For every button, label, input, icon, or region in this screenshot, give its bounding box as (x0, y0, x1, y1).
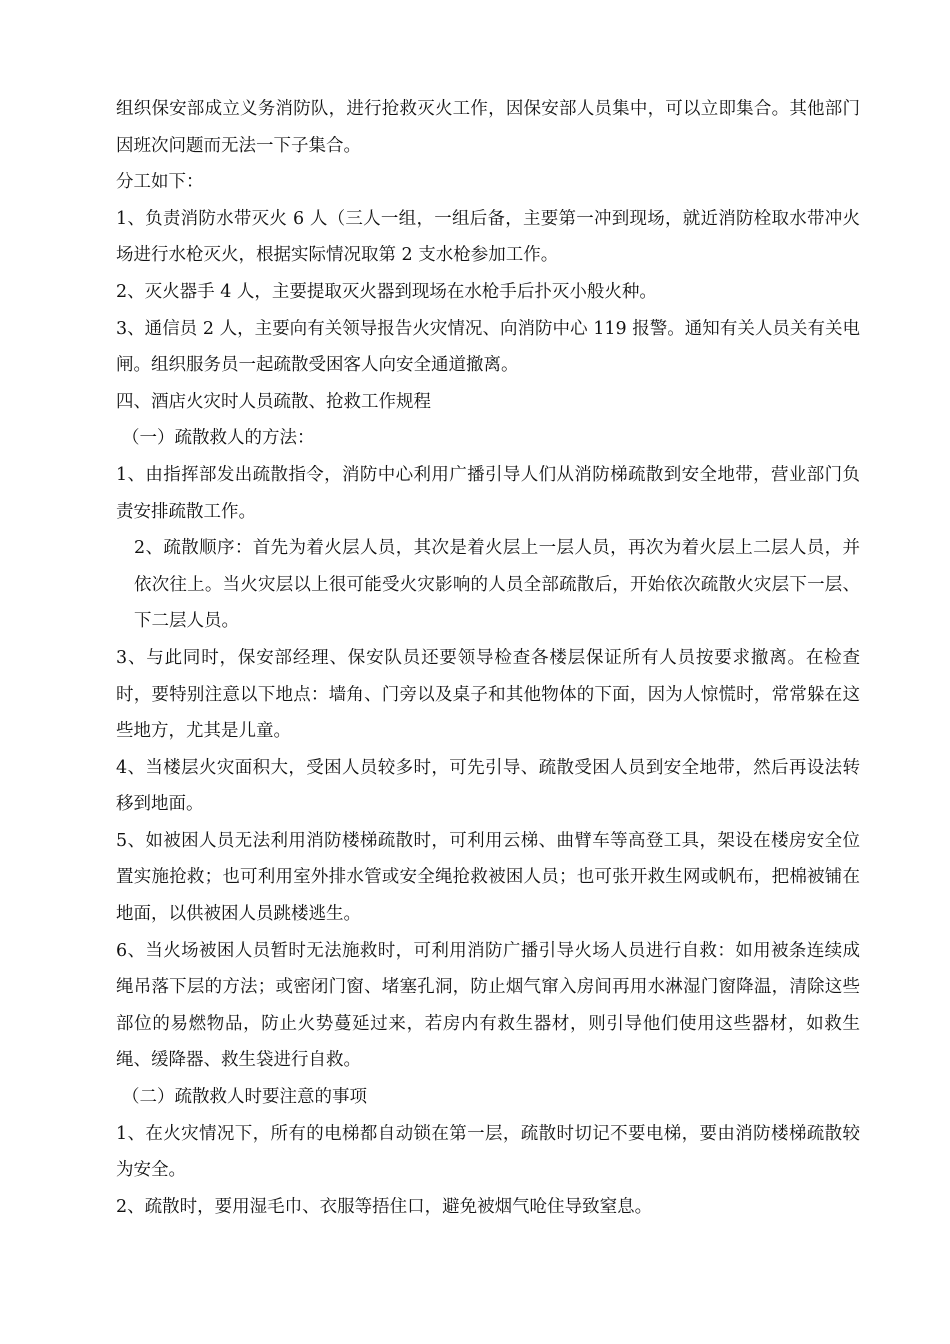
paragraph-large-fire-area: 4、当楼层火灾面积大，受困人员较多时，可先引导、疏散受困人员到安全地带，然后再设法转移到地面。 (116, 757, 860, 815)
paragraph-communicators: 3、通信员 2 人，主要向有关领导报告火灾情况、向消防中心 119 报警。通知有关人员关有关电闸。组织服务员一起疏散受困客人向安全通道撤离。 (116, 318, 860, 376)
paragraph-hose-team: 1、负责消防水带灭火 6 人（三人一组，一组后备，主要第一冲到现场，就近消防栓取水带冲火场进行水枪灭火，根据实际情况取第 2 支水枪参加工作。 (116, 208, 860, 266)
paragraph-elevator-warning: 1、在火灾情况下，所有的电梯都自动锁在第一层，疏散时切记不要电梯，要由消防楼梯疏散较为安全。 (116, 1123, 860, 1181)
section-heading-evacuation: 四、酒店火灾时人员疏散、抢救工作规程 (116, 391, 431, 412)
document-body (116, 91, 860, 1225)
paragraph-evacuation-sequence: 2、疏散顺序：首先为着火层人员，其次是着火层上一层人员，再次为着火层上二层人员，并依次往上。当火灾层以上很可能受火灾影响的人员全部疏散后，开始依次疏散火灾层下一层、下二层人员。 (134, 538, 860, 632)
subsection-heading-precautions: （二）疏散救人时要注意的事项 (122, 1087, 367, 1108)
paragraph-self-rescue: 6、当火场被困人员暂时无法施救时，可利用消防广播引导火场人员进行自救：如用被条连续成绳吊落下层的方法；或密闭门窗、堵塞孔洞，防止烟气窜入房间再用水淋湿门窗降温，清除这些部位的易燃物品，防止火势蔓延过来，若房内有救生器材，则引导他们使用这些器材，如救生绳、缓降器、救生袋进行自救。 (116, 940, 860, 1071)
paragraph-extinguisher-team: 2、灭火器手 4 人，主要提取灭火器到现场在水枪手后扑灭小般火种。 (116, 281, 657, 302)
paragraph-evacuation-order: 1、由指挥部发出疏散指令，消防中心利用广播引导人们从消防梯疏散到安全地带，营业部门负责安排疏散工作。 (116, 464, 860, 522)
paragraph-floor-inspection: 3、与此同时，保安部经理、保安队员还要领导检查各楼层保证所有人员按要求撤离。在检查时，要特别注意以下地点：墙角、门旁以及桌子和其他物体的下面，因为人惊慌时，常常躲在这些地方，尤其是儿童。 (116, 647, 860, 742)
paragraph-fire-brigade-intro: 组织保安部成立义务消防队，进行抢救灭火工作，因保安部人员集中，可以立即集合。其他部门因班次问题而无法一下子集合。 (116, 99, 860, 156)
paragraph-wet-towel: 2、疏散时，要用湿毛巾、衣服等捂住口，避免被烟气呛住导致窒息。 (116, 1196, 653, 1217)
paragraph-division-heading: 分工如下： (116, 172, 204, 193)
paragraph-rescue-tools: 5、如被困人员无法利用消防楼梯疏散时，可利用云梯、曲臂车等高登工具，架设在楼房安全位置实施抢救；也可利用室外排水管或安全绳抢救被困人员；也可张开救生网或帆布，把棉被铺在地面，以供被困人员跳楼逃生。 (116, 830, 860, 925)
subsection-heading-methods: （一）疏散救人的方法： (122, 428, 315, 449)
